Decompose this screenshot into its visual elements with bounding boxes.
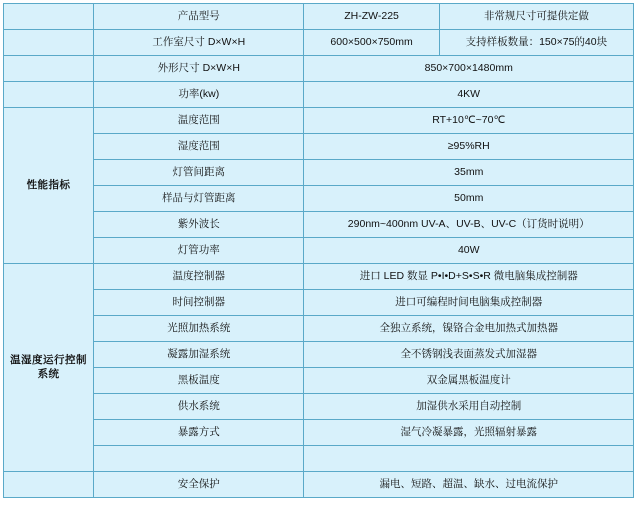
table-row [4, 186, 634, 212]
table-row [4, 160, 634, 186]
value-temperature-range: RT+10℃~70℃ [304, 108, 634, 134]
section-control-system: 温湿度运行控制系统 [4, 264, 94, 472]
section-performance: 性能指标 [4, 108, 94, 264]
label-lamp-power: 灯管功率 [94, 238, 304, 264]
specification-table [3, 3, 634, 498]
value-lamp-spacing: 35mm [304, 160, 634, 186]
table-row [4, 4, 634, 30]
value-condensation-humidifier: 全不锈钢浅表面蒸发式加湿器 [304, 342, 634, 368]
table-row [4, 472, 634, 498]
label-model: 产品型号 [94, 4, 304, 30]
blank-cell [304, 446, 634, 472]
label-outer-size: 外形尺寸 D×W×H [94, 56, 304, 82]
label-safety-protection: 安全保护 [94, 472, 304, 498]
label-temperature-range: 温度范围 [94, 108, 304, 134]
label-uv-wavelength: 紫外波长 [94, 212, 304, 238]
blank-cell [4, 472, 94, 498]
value-exposure-mode: 湿气冷凝暴露，光照辐射暴露 [304, 420, 634, 446]
value-time-controller: 进口可编程时间电脑集成控制器 [304, 290, 634, 316]
table-row [4, 134, 634, 160]
table-row [4, 56, 634, 82]
blank-cell [94, 446, 304, 472]
value-black-panel-temperature: 双金属黑板温度计 [304, 368, 634, 394]
blank-cell [4, 56, 94, 82]
label-black-panel-temperature: 黑板温度 [94, 368, 304, 394]
value-uv-wavelength: 290nm~400nm UV-A、UV-B、UV-C（订货时说明） [304, 212, 634, 238]
note-custom-size: 非常规尺寸可提供定做 [439, 4, 633, 30]
table-row [4, 342, 634, 368]
label-chamber-size: 工作室尺寸 D×W×H [94, 30, 304, 56]
value-chamber-size: 600×500×750mm [304, 30, 439, 56]
label-condensation-humidifier: 凝露加湿系统 [94, 342, 304, 368]
table-row [4, 238, 634, 264]
table-row [4, 420, 634, 446]
value-light-heating-system: 全独立系统，镍铬合金电加热式加热器 [304, 316, 634, 342]
table-row [4, 368, 634, 394]
label-humidity-range: 湿度范围 [94, 134, 304, 160]
value-sample-lamp-distance: 50mm [304, 186, 634, 212]
table-row [4, 446, 634, 472]
table-row [4, 30, 634, 56]
label-water-supply-system: 供水系统 [94, 394, 304, 420]
label-lamp-spacing: 灯管间距离 [94, 160, 304, 186]
value-safety-protection: 漏电、短路、超温、缺水、过电流保护 [304, 472, 634, 498]
label-power: 功率(kw) [94, 82, 304, 108]
label-time-controller: 时间控制器 [94, 290, 304, 316]
label-exposure-mode: 暴露方式 [94, 420, 304, 446]
value-water-supply-system: 加湿供水采用自动控制 [304, 394, 634, 420]
label-temperature-controller: 温度控制器 [94, 264, 304, 290]
table-row [4, 316, 634, 342]
value-lamp-power: 40W [304, 238, 634, 264]
table-row [4, 212, 634, 238]
table-row [4, 264, 634, 290]
table-row [4, 82, 634, 108]
value-model: ZH-ZW-225 [304, 4, 439, 30]
specification-table-body [4, 4, 634, 498]
note-sample-capacity: 支持样板数量：150×75的40块 [439, 30, 633, 56]
value-humidity-range: ≥95%RH [304, 134, 634, 160]
label-light-heating-system: 光照加热系统 [94, 316, 304, 342]
blank-cell [4, 82, 94, 108]
table-row [4, 108, 634, 134]
label-sample-lamp-distance: 样品与灯管距离 [94, 186, 304, 212]
value-power: 4KW [304, 82, 634, 108]
blank-cell [4, 30, 94, 56]
value-outer-size: 850×700×1480mm [304, 56, 634, 82]
table-row [4, 290, 634, 316]
blank-cell [4, 4, 94, 30]
value-temperature-controller: 进口 LED 数显 P•I•D+S•S•R 微电脑集成控制器 [304, 264, 634, 290]
table-row [4, 394, 634, 420]
